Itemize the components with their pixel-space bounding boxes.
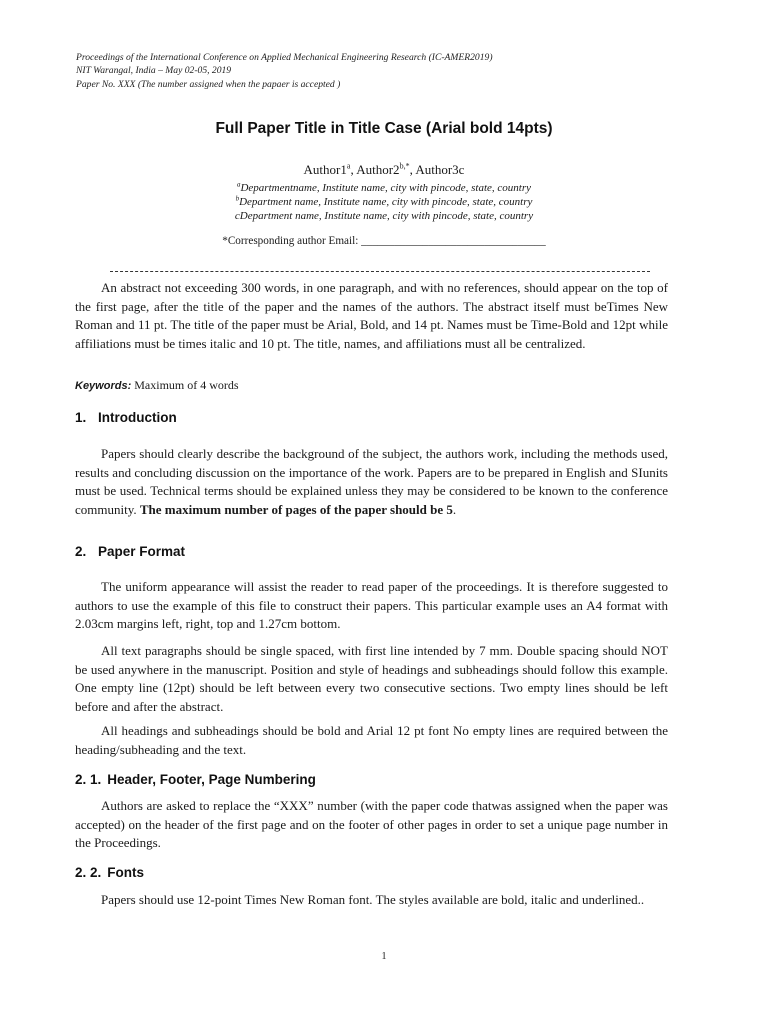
paper-title: Full Paper Title in Title Case (Arial bold 14pts): [215, 120, 553, 137]
author-1-sup: a: [346, 161, 351, 171]
heading-introduction: [75, 410, 177, 425]
affiliations: [0, 181, 768, 223]
heading-number: 2. 1.: [75, 772, 102, 787]
heading-paper-format: [75, 544, 185, 559]
heading-header-footer: [75, 772, 316, 787]
paper-format-paragraph-3: All headings and subheadings should be bold and Arial 12 pt font No empty lines are required between the heading/subheading and the text.: [75, 723, 668, 757]
heading-text: Fonts: [107, 865, 145, 880]
corresponding-author: *Corresponding author Email: _________________________________: [222, 235, 546, 247]
affiliation-a-text: Departmentname, Institute name, city with pincode, state, country: [240, 182, 532, 194]
keywords-value: Maximum of 4 words: [131, 378, 239, 392]
intro-end: .: [452, 501, 457, 517]
conference-name: Proceedings of the International Conference on Applied Mechanical Engineering Research (IC-AMER2019): [76, 52, 493, 63]
affiliation-b-sup: b: [235, 194, 240, 203]
keywords-label: Keywords:: [75, 380, 132, 392]
header-footer-paragraph: Authors are asked to replace the “XXX” number (with the paper code thatwas assigned when the paper was accepted) on the header of the first page and on the footer of other pages in order to set a unique page number in the Proceedings.: [75, 798, 668, 851]
author-3: , Author3c: [409, 162, 465, 177]
affiliation-c-text: cDepartment name, Institute name, city with pincode, state, country: [234, 210, 534, 222]
author-2: , Author2: [350, 162, 400, 177]
affiliation-a-sup: a: [236, 180, 241, 189]
abstract: An abstract not exceeding 300 words, in one paragraph, and with no references, should appear on the top of the first page, after the title of the paper and the names of the authors. The abstract itself must beTimes New Roman and 11 pt. The title of the paper must be Arial, Bold, and 14 pt. Names must be Time-Bold and 12pt while affiliations must be times italic and 10 pt. The title, names, and affiliations must all be centralized.: [75, 280, 668, 351]
fonts-paragraph: Papers should use 12-point Times New Roman font. The styles available are bold, italic and underlined..: [101, 892, 645, 907]
author-2-sup: b,*: [399, 161, 410, 171]
affiliation-a: [0, 181, 768, 195]
heading-number: 2. 2.: [75, 865, 102, 880]
heading-number: 2.: [75, 544, 87, 559]
heading-text: Header, Footer, Page Numbering: [107, 772, 316, 787]
page-number: 1: [381, 951, 387, 962]
author-line: [0, 162, 768, 178]
heading-number: 1.: [75, 410, 87, 425]
intro-bold-text: The maximum number of pages of the paper should be 5: [139, 501, 453, 517]
intro-text: Papers should clearly describe the background of the subject, the authors work, including the methods used, results and concluding discussion on the importance of the work. Papers are to be prepared in English and SIunits must be used. Technical terms should be explained unless they may be considered to be known to the conference community.: [75, 446, 668, 517]
affiliation-c: [0, 209, 768, 223]
conference-venue-date: NIT Warangal, India – May 02-05, 2019: [76, 65, 232, 77]
keywords: [75, 378, 239, 393]
introduction-paragraph: [75, 445, 668, 519]
author-1: Author1: [303, 162, 347, 177]
heading-text: Paper Format: [98, 544, 186, 559]
heading-text: Introduction: [98, 410, 177, 425]
affiliation-b-text: Department name, Institute name, city with pincode, state, country: [239, 196, 533, 208]
heading-fonts: [75, 865, 144, 880]
affiliation-b: [0, 195, 768, 209]
paper-number-note: Paper No. XXX (The number assigned when the papaer is accepted ): [76, 78, 341, 90]
paper-format-paragraph-1: The uniform appearance will assist the reader to read paper of the proceedings. It is therefore suggested to authors to use the example of this file to construct their papers. This particular example uses an A4 format with 2.03cm margins left, right, top and 1.27cm bottom.: [75, 579, 668, 632]
paper-format-paragraph-2: All text paragraphs should be single spaced, with first line intended by 7 mm. Double spacing should NOT be used anywhere in the manuscript. Position and style of headings and subheadings should follow this example. One empty line (12pt) should be left between every two consecutive sections. Two empty lines should be left before and after the abstract.: [75, 643, 668, 714]
conference-header: [76, 51, 716, 91]
